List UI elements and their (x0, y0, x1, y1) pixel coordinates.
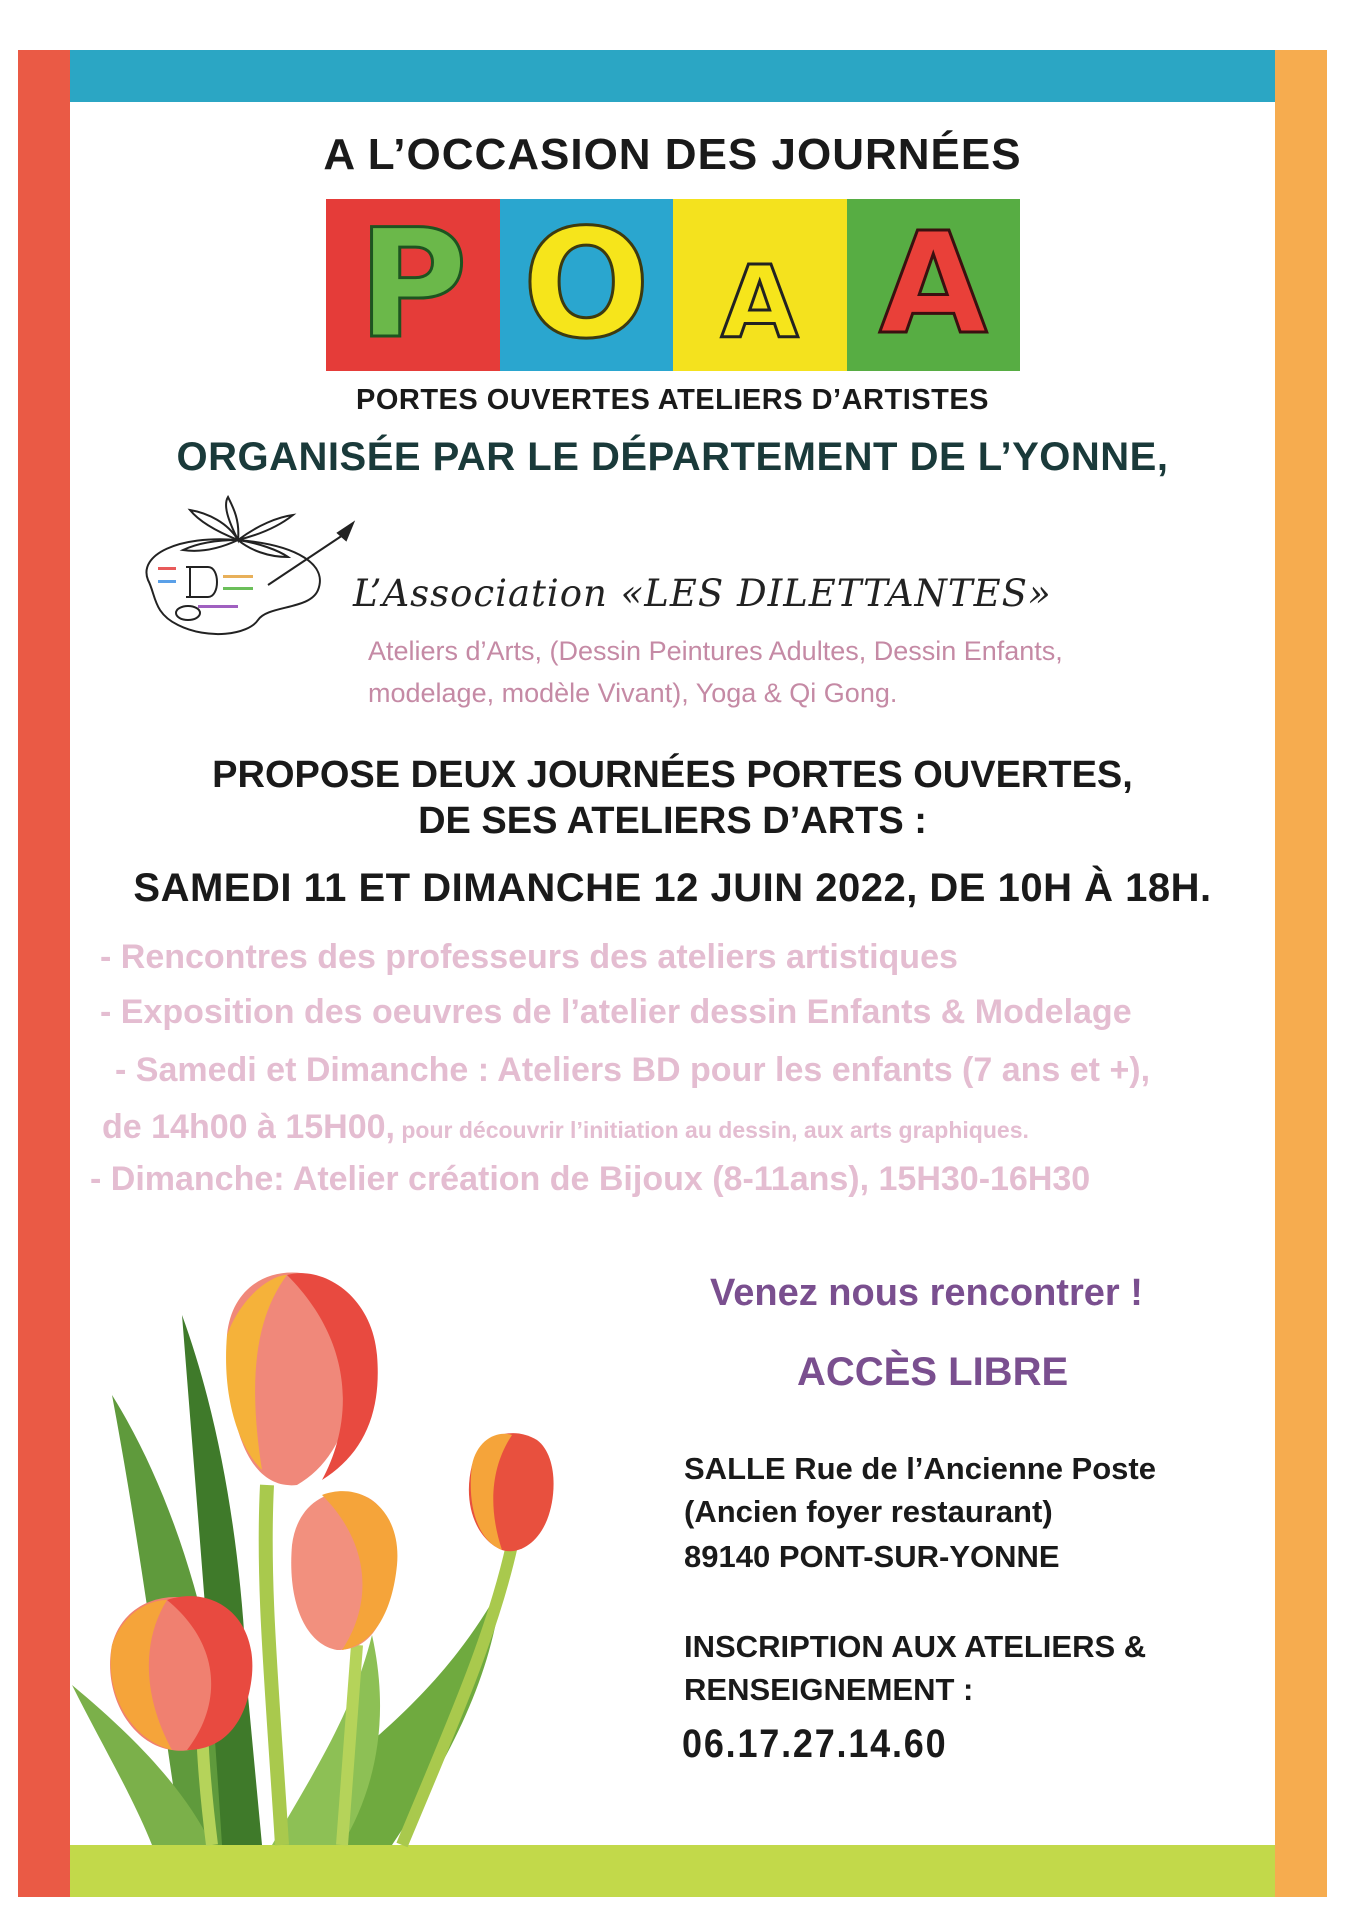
activity-detail: pour découvrir l’initiation au dessin, aux arts graphiques. (394, 1117, 1029, 1143)
activity-item: - Exposition des oeuvres de l’atelier dessin Enfants & Modelage (100, 993, 1132, 1031)
bottom-color-bar (70, 1845, 1275, 1897)
proposal-line: PROPOSE DEUX JOURNÉES PORTES OUVERTES, (212, 754, 1133, 796)
poaa-tile-p (326, 199, 500, 371)
activity-item: - Rencontres des professeurs des ateliers artistiques (100, 938, 958, 976)
activity-time: de 14h00 à 15H00, (102, 1108, 395, 1146)
association-palette-logo (128, 495, 358, 645)
organiser-line: ORGANISÉE PAR LE DÉPARTEMENT DE L’YONNE, (176, 435, 1169, 479)
inscription-line: RENSEIGNEMENT : (684, 1672, 974, 1707)
tulips-illustration (72, 1255, 632, 1850)
poaa-tile-a-2 (847, 199, 1021, 371)
association-description-line: modelage, modèle Vivant), Yoga & Qi Gong. (368, 678, 898, 708)
invitation-text: Venez nous rencontrer ! (710, 1272, 1143, 1314)
poaa-tile-o (500, 199, 674, 371)
poaa-letter: A (879, 203, 988, 366)
phone-number: 06.17.27.14.60 (682, 1722, 948, 1766)
activity-item: - Dimanche: Atelier création de Bijoux (8-11ans), 15H30-16H30 (90, 1160, 1091, 1198)
poaa-subtitle: PORTES OUVERTES ATELIERS D’ARTISTES (355, 384, 989, 416)
address-line: 89140 PONT-SUR-YONNE (684, 1539, 1060, 1574)
event-dates: SAMEDI 11 ET DIMANCHE 12 JUIN 2022, DE 10H À 18H. (133, 866, 1212, 910)
association-name: L’Association «LES DILETTANTES» (353, 572, 1052, 615)
association-description-line: Ateliers d’Arts, (Dessin Peintures Adultes, Dessin Enfants, (368, 636, 1063, 666)
left-color-bar (18, 50, 70, 1897)
headline: A L’OCCASION DES JOURNÉES (323, 130, 1022, 179)
activity-item (102, 1108, 1029, 1147)
poaa-letter: A (721, 244, 799, 361)
poaa-letter: P (357, 198, 468, 372)
inscription-line: INSCRIPTION AUX ATELIERS & (684, 1629, 1147, 1664)
address-line: SALLE Rue de l’Ancienne Poste (684, 1451, 1156, 1486)
activity-item: - Samedi et Dimanche : Ateliers BD pour les enfants (7 ans et +), (115, 1051, 1151, 1089)
top-color-bar (70, 50, 1275, 102)
poaa-logo (326, 199, 1020, 371)
poaa-letter: O (522, 198, 650, 372)
poaa-tile-a (673, 199, 847, 371)
address-line: (Ancien foyer restaurant) (684, 1494, 1053, 1529)
right-color-bar (1275, 50, 1327, 1897)
free-access-text: ACCÈS LIBRE (797, 1350, 1069, 1394)
proposal-line: DE SES ATELIERS D’ARTS : (418, 800, 927, 842)
